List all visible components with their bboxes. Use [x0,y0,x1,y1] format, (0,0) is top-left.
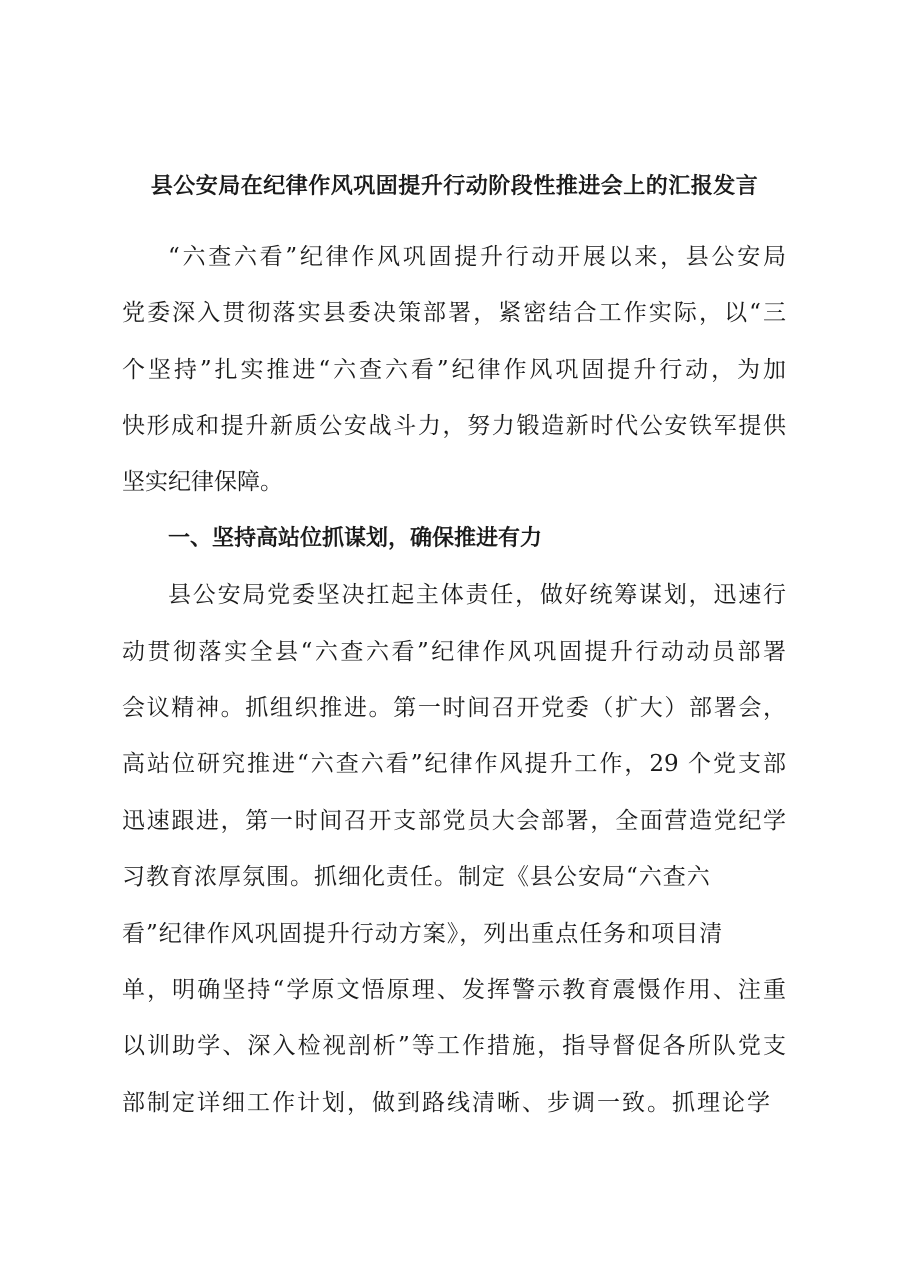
document-title: 县公安局在纪律作风巩固提升行动阶段性推进会上的汇报发言 [150,173,759,199]
paragraph-line: 迅速跟进，第一时间召开支部党员大会部署，全面营造党纪学 [122,808,786,834]
paragraph-line: 看”纪律作风巩固提升行动方案》，列出重点任务和项目清 [122,921,724,947]
paragraph-line: 县公安局党委坚决扛起主体责任，做好统筹谋划，迅速行 [168,582,786,608]
paragraph-line: 快形成和提升新质公安战斗力，努力锻造新时代公安铁军提供 [122,413,786,439]
paragraph-line: 党委深入贯彻落实县委决策部署，紧密结合工作实际，以“三 [122,300,786,326]
paragraph-line: 会议精神。抓组织推进。第一时间召开党委（扩大）部署会， [122,695,786,721]
paragraph-line: 单，明确坚持“学原文悟原理、发挥警示教育震慑作用、注重 [122,977,786,1003]
paragraph-line: “六查六看”纪律作风巩固提升行动开展以来，县公安局 [168,244,786,270]
paragraph-line: 动贯彻落实全县“六查六看”纪律作风巩固提升行动动员部署 [122,639,786,665]
paragraph-line: 部制定详细工作计划，做到路线清晰、步调一致。抓理论学 [122,1090,772,1116]
paragraph-line: 习教育浓厚氛围。抓细化责任。制定《县公安局“六查六 [122,864,711,890]
paragraph-line: 高站位研究推进“六查六看”纪律作风提升工作，29 个党支部 [122,751,786,777]
paragraph-line: 个坚持”扎实推进“六查六看”纪律作风巩固提升行动，为加 [122,357,786,383]
section-heading: 一、坚持高站位抓谋划，确保推进有力 [168,526,543,551]
paragraph-line: 以训助学、深入检视剖析”等工作措施，指导督促各所队党支 [122,1033,786,1059]
paragraph-line: 坚实纪律保障。 [122,469,283,495]
